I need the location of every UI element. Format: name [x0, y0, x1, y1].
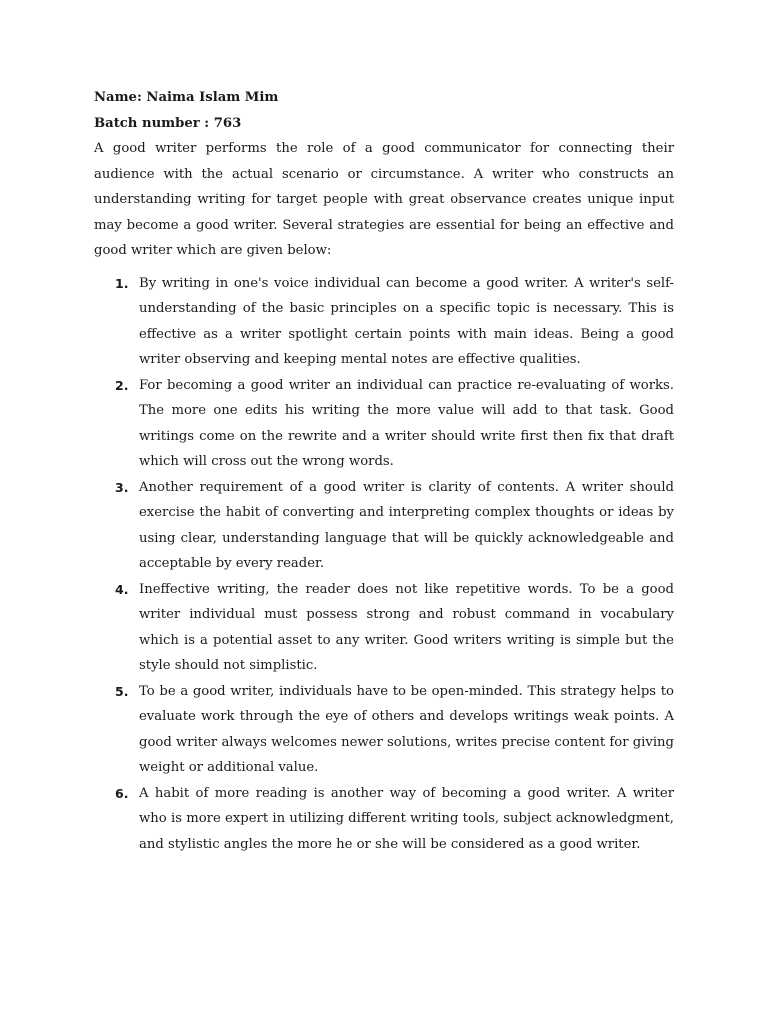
intro-paragraph: A good writer performs the role of a good communicator for connecting their audience with the actual scenario or circumstance. A writer who constructs an understanding writing for target people with great observance creates unique input may become a good writer. Several strategies are essential for being an effective and good writer which are given below: — [94, 141, 674, 258]
list-item — [94, 475, 674, 577]
list-item-text: Another requirement of a good writer is clarity of contents. A writer should exercise the habit of converting and interpreting complex thoughts or ideas by using clear, understanding language that will be quickly acknowledgeable and acceptable by every reader. — [139, 479, 674, 571]
list-item-text: By writing in one's voice individual can become a good writer. A writer's self-understanding of the basic principles on a specific topic is necessary. This is effective as a writer spotlight certain points with main ideas. Being a good writer observing and keeping mental notes are effective qualities. — [139, 275, 674, 367]
student-name: Name: Naima Islam Mim — [94, 90, 279, 105]
list-item — [94, 271, 674, 373]
list-item — [94, 781, 674, 858]
list-item-number: 3. — [115, 479, 129, 495]
list-item-number: 4. — [115, 581, 129, 597]
list-item-number: 1. — [115, 275, 129, 291]
list-item-text: To be a good writer, individuals have to be open-minded. This strategy helps to evaluate work through the eye of others and develops writings weak points. A good writer always welcomes newer solutions, writes precise content for giving weight or additional value. — [139, 683, 674, 775]
list-item-number: 2. — [115, 377, 129, 393]
list-item-text: For becoming a good writer an individual can practice re-evaluating of works. The more one edits his writing the more value will add to that task. Good writings come on the rewrite and a writer should write first then fix that draft which will cross out the wrong words. — [139, 377, 674, 469]
list-item-number: 5. — [115, 683, 129, 699]
strategy-list — [94, 271, 674, 858]
batch-number: Batch number : 763 — [94, 115, 242, 131]
list-item-number: 6. — [115, 785, 129, 801]
list-item — [94, 679, 674, 781]
list-item — [94, 373, 674, 475]
list-item-text: A habit of more reading is another way of becoming a good writer. A writer who is more expert in utilizing different writing tools, subject acknowledgment, and stylistic angles the more he or she will be considered as a good writer. — [139, 785, 674, 852]
list-item-text: Ineffective writing, the reader does not like repetitive words. To be a good writer individual must possess strong and robust command in vocabulary which is a potential asset to any writer. Good writers writing is simple but the style should not simplistic. — [139, 581, 674, 673]
list-item — [94, 577, 674, 679]
